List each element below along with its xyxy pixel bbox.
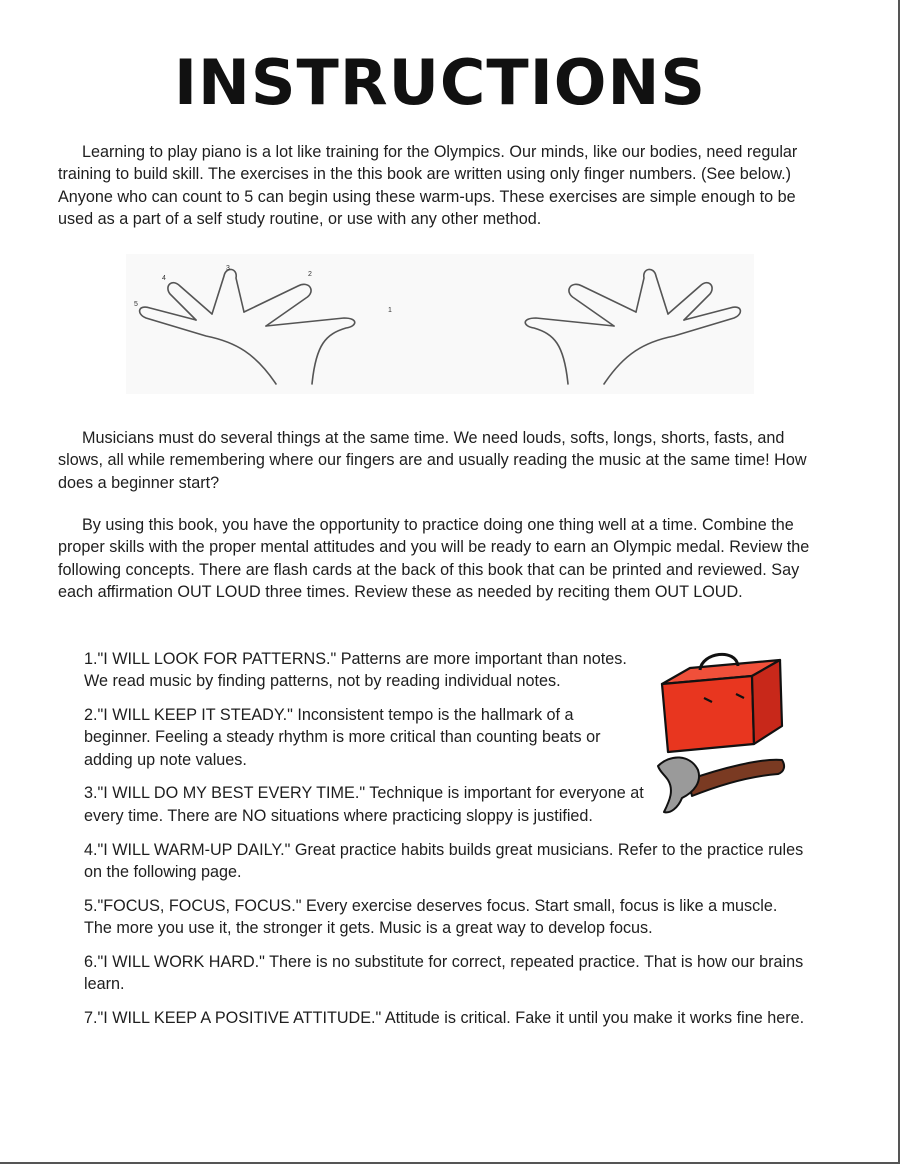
svg-text:5: 5 — [134, 301, 138, 308]
svg-text:4: 4 — [162, 275, 166, 282]
affirmations-list — [84, 648, 824, 1041]
intro-paragraph: Learning to play piano is a lot like training for the Olympics. Our minds, like our bodies, need regular training to build skill. The exercises in the this book are written using only finger numbers. (See below.) Anyone who can count to 5 can begin using these warm-ups. These exercises are simple enough to be used as a part of a self study routine, or use with any other method. — [58, 143, 798, 228]
svg-text:3: 3 — [226, 265, 230, 272]
affirmation-item: 6."I WILL WORK HARD." There is no substitute for correct, repeated practice. That is how our brains learn. — [84, 952, 804, 994]
affirmation-item: 5."FOCUS, FOCUS, FOCUS." Every exercise deserves focus. Start small, focus is like a muscle. The more you use it, the stronger it gets. Music is a great way to develop focus. — [84, 896, 778, 937]
affirmation-item: 2."I WILL KEEP IT STEADY." Inconsistent tempo is the hallmark of a beginner. Feeling a steady rhythm is more critical than counting beats or adding up note values. — [84, 706, 601, 769]
using-book-paragraph: By using this book, you have the opportunity to practice doing one thing well at a time. Combine the proper skills with the proper mental attitudes and you will be ready to earn an Olympic medal. Review the following concepts. There are flash cards at the back of this book that can be printed and reviewed. Say each affirmation OUT LOUD three times. Review these as needed by reciting them OUT LOUD. — [58, 516, 810, 601]
affirmation-item: 1."I WILL LOOK FOR PATTERNS." Patterns are more important than notes. We read music by finding patterns, not by reading individual notes. — [84, 650, 627, 691]
svg-text:2: 2 — [308, 271, 312, 278]
musicians-paragraph: Musicians must do several things at the same time. We need louds, softs, longs, shorts, fasts, and slows, all while remembering where our fingers are and usually reading the music at the same time! How does a beginner start? — [58, 429, 807, 492]
affirmation-item: 7."I WILL KEEP A POSITIVE ATTITUDE." Attitude is critical. Fake it until you make it works fine here. — [84, 1008, 805, 1027]
svg-text:1: 1 — [388, 307, 392, 314]
hands-finger-numbers-illustration — [126, 254, 754, 394]
affirmation-item: 3."I WILL DO MY BEST EVERY TIME." Technique is important for everyone at every time. There are NO situations where practicing sloppy is justified. — [84, 784, 644, 825]
affirmation-item: 4."I WILL WARM-UP DAILY." Great practice habits builds great musicians. Refer to the practice rules on the following page. — [84, 840, 804, 881]
page-title: INSTRUCTIONS — [173, 46, 707, 119]
